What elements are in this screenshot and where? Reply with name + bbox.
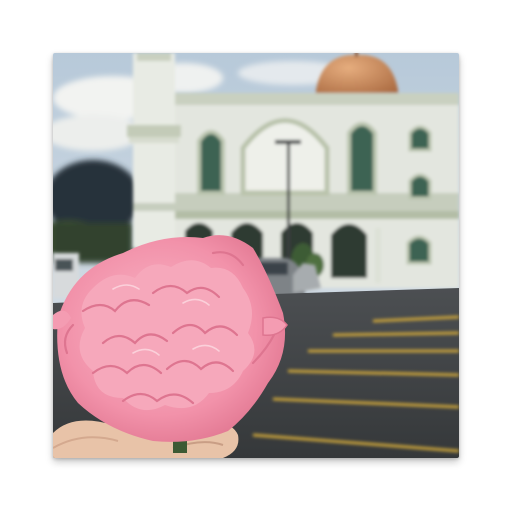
photo-card — [53, 53, 459, 458]
mosque-carnation-photo — [53, 53, 459, 458]
trees — [53, 160, 141, 263]
